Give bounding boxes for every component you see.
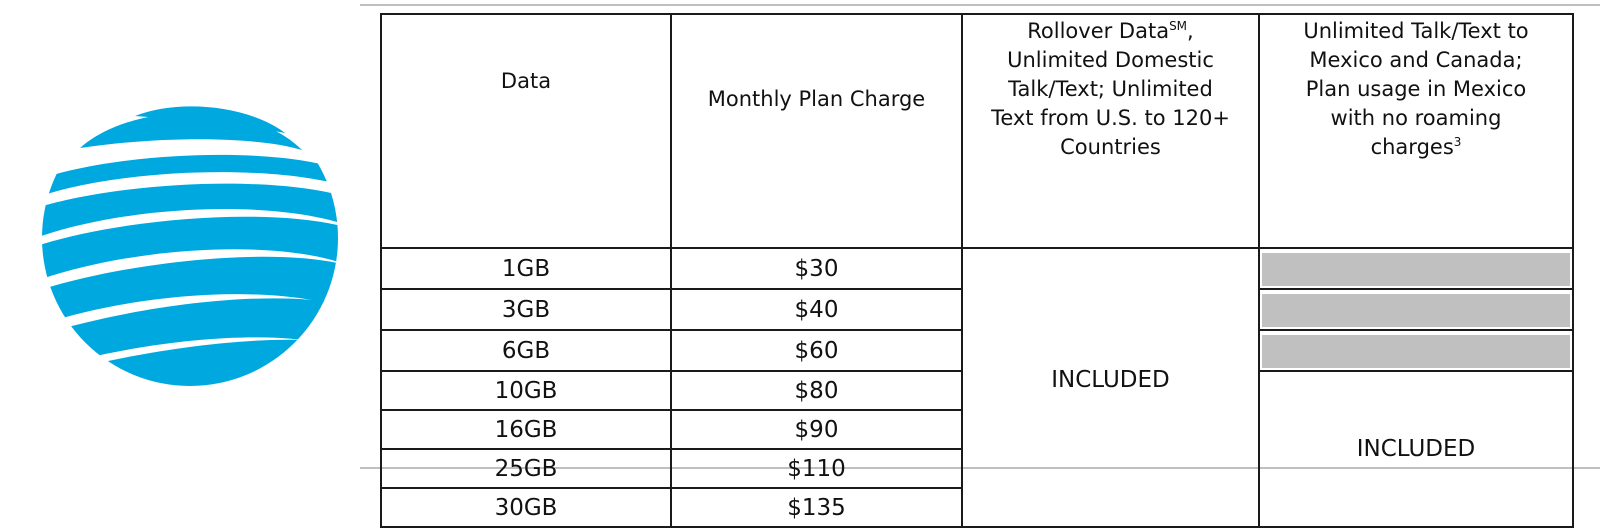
- cell-charge: $110: [671, 449, 962, 488]
- cell-charge: $90: [671, 410, 962, 449]
- cell-charge: $60: [671, 330, 962, 371]
- header-data: Data: [381, 14, 671, 248]
- cell-data: 3GB: [381, 289, 671, 330]
- cell-charge: $40: [671, 289, 962, 330]
- cell-unavailable: [1259, 289, 1573, 330]
- att-globe-icon: [40, 88, 340, 388]
- header-mexico-canada: Unlimited Talk/Text to Mexico and Canada; Plan usage in Mexico with no roaming charges$^3$: [1259, 14, 1573, 248]
- cell-data: 6GB: [381, 330, 671, 371]
- unavailable-fill: [1262, 253, 1570, 286]
- cell-data: 30GB: [381, 488, 671, 527]
- cell-charge: $30: [671, 248, 962, 289]
- unavailable-fill: [1262, 294, 1570, 327]
- header-monthly-charge: Monthly Plan Charge: [671, 14, 962, 248]
- cell-data: 1GB: [381, 248, 671, 289]
- cell-data: 25GB: [381, 449, 671, 488]
- cell-charge: $80: [671, 371, 962, 410]
- header-row: [381, 14, 1573, 248]
- cell-unavailable: [1259, 330, 1573, 371]
- cell-data: 16GB: [381, 410, 671, 449]
- cell-mexico-included: INCLUDED: [1259, 371, 1573, 527]
- cell-charge: $135: [671, 488, 962, 527]
- cell-data: 10GB: [381, 371, 671, 410]
- cell-rollover-included: INCLUDED: [962, 248, 1259, 527]
- header-rollover: Rollover Data℠, Unlimited Domestic Talk/Text; Unlimited Text from U.S. to 120+ Countries: [962, 14, 1259, 248]
- plans-table: [380, 13, 1574, 528]
- cell-unavailable: [1259, 248, 1573, 289]
- table-row: [381, 248, 1573, 289]
- top-rule: [360, 4, 1600, 6]
- unavailable-fill: [1262, 335, 1570, 368]
